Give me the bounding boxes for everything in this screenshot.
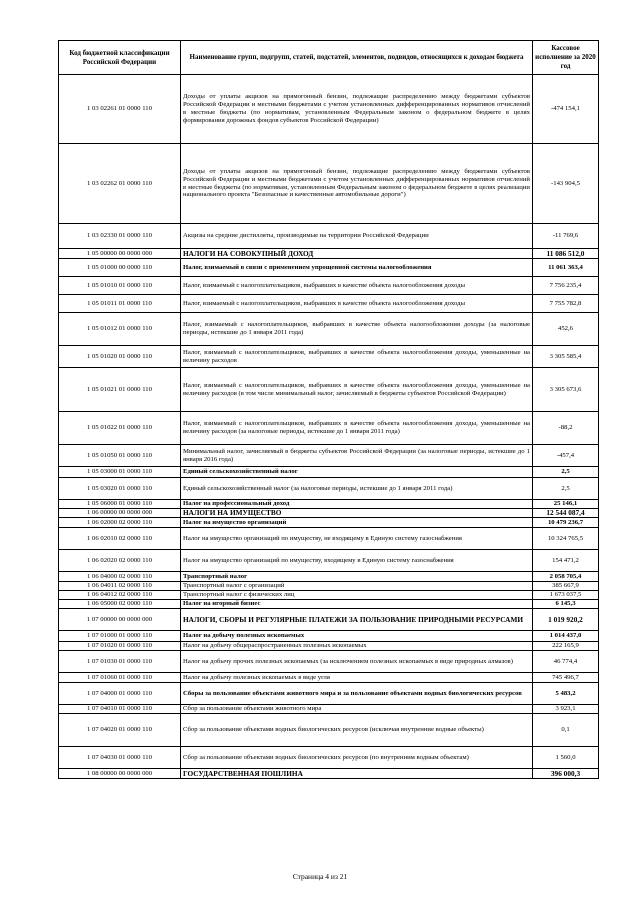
row-name: Налог, взимаемый с налогоплательщиков, выбравших в качестве объекта налогообложения доходы, уменьшенные на величину расходов (за налоговые периоды, истекшие до 1 января 2011 года) bbox=[181, 412, 533, 445]
table-row bbox=[59, 550, 599, 572]
row-name: Налог на добычу полезных ископаемых bbox=[181, 631, 533, 642]
row-code: 1 07 04010 01 0000 110 bbox=[59, 705, 181, 714]
row-amount: 3 305 585,4 bbox=[533, 346, 599, 368]
row-amount: 745 496,7 bbox=[533, 673, 599, 683]
page-number: Страница 4 из 21 bbox=[292, 872, 348, 881]
row-code: 1 07 00000 00 0000 000 bbox=[59, 609, 181, 631]
row-amount: 2 058 705,4 bbox=[533, 572, 599, 582]
row-amount: 2,5 bbox=[533, 467, 599, 478]
row-code: 1 03 02261 01 0000 110 bbox=[59, 75, 181, 144]
row-amount: 452,6 bbox=[533, 313, 599, 346]
row-amount: -88,2 bbox=[533, 412, 599, 445]
table-row bbox=[59, 500, 599, 509]
table-row bbox=[59, 651, 599, 673]
row-amount: 12 544 087,4 bbox=[533, 509, 599, 518]
table-row bbox=[59, 528, 599, 550]
table-row bbox=[59, 346, 599, 368]
table-row bbox=[59, 769, 599, 779]
row-code: 1 05 01012 01 0000 110 bbox=[59, 313, 181, 346]
row-amount: 7 756 235,4 bbox=[533, 277, 599, 295]
row-amount: 3 305 673,6 bbox=[533, 368, 599, 412]
row-amount: 2,5 bbox=[533, 478, 599, 500]
row-code: 1 06 02020 02 0000 110 bbox=[59, 550, 181, 572]
row-amount: 3 923,1 bbox=[533, 705, 599, 714]
header-amount: Кассовое исполнение за 2020 год bbox=[533, 41, 599, 75]
table-row bbox=[59, 509, 599, 518]
table-row bbox=[59, 705, 599, 714]
table-row bbox=[59, 368, 599, 412]
table-row bbox=[59, 445, 599, 467]
row-code: 1 07 04020 01 0000 110 bbox=[59, 714, 181, 747]
row-name: Налог, взимаемый с налогоплательщиков, выбравших в качестве объекта налогообложения доходы (за налоговые периоды, истекшие до 1 января 2011 года) bbox=[181, 313, 533, 346]
row-code: 1 07 01030 01 0000 110 bbox=[59, 651, 181, 673]
row-amount: 1 019 920,2 bbox=[533, 609, 599, 631]
table-row bbox=[59, 313, 599, 346]
row-amount: 385 667,9 bbox=[533, 582, 599, 591]
row-amount: -457,4 bbox=[533, 445, 599, 467]
table-row bbox=[59, 144, 599, 224]
row-name: Налог, взимаемый в связи с применением упрощенной системы налогообложения bbox=[181, 259, 533, 277]
row-name: Налог на добычу общераспространенных полезных ископаемых bbox=[181, 642, 533, 651]
row-amount: 10 324 765,5 bbox=[533, 528, 599, 550]
row-name: Акцизы на средние дистилляты, производимые на территории Российской Федерации bbox=[181, 224, 533, 249]
table-row bbox=[59, 582, 599, 591]
row-amount: 46 774,4 bbox=[533, 651, 599, 673]
row-amount: -143 904,5 bbox=[533, 144, 599, 224]
row-name: Налог на добычу полезных ископаемых в виде угля bbox=[181, 673, 533, 683]
row-amount: 154 471,2 bbox=[533, 550, 599, 572]
row-code: 1 06 00000 00 0000 000 bbox=[59, 509, 181, 518]
row-amount: 0,1 bbox=[533, 714, 599, 747]
row-code: 1 06 02000 02 0000 110 bbox=[59, 518, 181, 528]
row-code: 1 05 06000 01 0000 110 bbox=[59, 500, 181, 509]
row-amount: 6 145,3 bbox=[533, 600, 599, 609]
row-name: Сбор за пользование объектами водных биологических ресурсов (по внутренним водным объектам) bbox=[181, 747, 533, 769]
row-code: 1 05 01021 01 0000 110 bbox=[59, 368, 181, 412]
row-amount: 1 560,0 bbox=[533, 747, 599, 769]
row-amount: 396 000,3 bbox=[533, 769, 599, 779]
row-code: 1 05 01011 01 0000 110 bbox=[59, 295, 181, 313]
table-body bbox=[59, 75, 599, 779]
row-code: 1 05 01050 01 0000 110 bbox=[59, 445, 181, 467]
row-code: 1 06 05000 02 0000 110 bbox=[59, 600, 181, 609]
row-code: 1 05 03000 01 0000 110 bbox=[59, 467, 181, 478]
row-name: Налог на имущество организаций bbox=[181, 518, 533, 528]
row-name: Доходы от уплаты акцизов на прямогонный бензин, подлежащие распределению между бюджетами субъектов Российской Федерации и местными бюджетами с учетом установленных дифференцированных нормативов отчислений в местные бюджеты (по нормативам, установленным Федеральным законом о федеральном бюджете в целях формирования дорожных фондов субъектов Российской Федерации) bbox=[181, 75, 533, 144]
table-row bbox=[59, 591, 599, 600]
row-code: 1 07 04030 01 0000 110 bbox=[59, 747, 181, 769]
row-amount: 1 014 437,0 bbox=[533, 631, 599, 642]
row-name: Налог на игорный бизнес bbox=[181, 600, 533, 609]
table-row bbox=[59, 714, 599, 747]
row-name: Доходы от уплаты акцизов на прямогонный бензин, подлежащие распределению между бюджетами субъектов Российской Федерации и местными бюджетами с учетом установленных дифференцированных нормативов отчислений в местные бюджеты (по нормативам, установленным Федеральным законом о федеральном бюджете в целях реализации национального проекта "Безопасные и качественные автомобильные дороги") bbox=[181, 144, 533, 224]
row-name: Транспортный налог bbox=[181, 572, 533, 582]
row-name: Налог, взимаемый с налогоплательщиков, выбравших в качестве объекта налогообложения доходы, уменьшенные на величину расходов bbox=[181, 346, 533, 368]
row-code: 1 03 02330 01 0000 110 bbox=[59, 224, 181, 249]
row-code: 1 06 04012 02 0000 110 bbox=[59, 591, 181, 600]
table-row bbox=[59, 609, 599, 631]
row-name: Минимальный налог, зачисляемый в бюджеты субъектов Российской Федерации (за налоговые периоды, истекшие до 1 января 2016 года) bbox=[181, 445, 533, 467]
row-amount: 5 483,2 bbox=[533, 683, 599, 705]
row-code: 1 05 01020 01 0000 110 bbox=[59, 346, 181, 368]
row-name: ГОСУДАРСТВЕННАЯ ПОШЛИНА bbox=[181, 769, 533, 779]
row-name: Сборы за пользование объектами животного мира и за пользование объектами водных биологических ресурсов bbox=[181, 683, 533, 705]
table-row bbox=[59, 673, 599, 683]
header-name: Наименование групп, подгрупп, статей, подстатей, элементов, подвидов, относящихся к доходам бюджета bbox=[181, 41, 533, 75]
row-code: 1 05 00000 00 0000 000 bbox=[59, 249, 181, 259]
table-row bbox=[59, 747, 599, 769]
row-amount: 10 479 236,7 bbox=[533, 518, 599, 528]
table-row bbox=[59, 572, 599, 582]
table-row bbox=[59, 412, 599, 445]
row-amount: -11 769,6 bbox=[533, 224, 599, 249]
row-code: 1 07 01060 01 0000 110 bbox=[59, 673, 181, 683]
table-row bbox=[59, 75, 599, 144]
budget-revenue-table bbox=[58, 40, 599, 779]
table-row bbox=[59, 224, 599, 249]
table-row bbox=[59, 259, 599, 277]
row-code: 1 07 04000 01 0000 110 bbox=[59, 683, 181, 705]
row-amount: 1 673 037,5 bbox=[533, 591, 599, 600]
row-amount: 222 165,9 bbox=[533, 642, 599, 651]
table-header-row bbox=[59, 41, 599, 75]
row-code: 1 05 01000 00 0000 110 bbox=[59, 259, 181, 277]
table-row bbox=[59, 518, 599, 528]
table-row bbox=[59, 249, 599, 259]
row-name: Налог на добычу прочих полезных ископаемых (за исключением полезных ископаемых в виде природных алмазов) bbox=[181, 651, 533, 673]
row-name: Транспортный налог с физических лиц bbox=[181, 591, 533, 600]
row-code: 1 08 00000 00 0000 000 bbox=[59, 769, 181, 779]
row-amount: 7 755 782,8 bbox=[533, 295, 599, 313]
row-name: Налог, взимаемый с налогоплательщиков, выбравших в качестве объекта налогообложения доходы bbox=[181, 295, 533, 313]
row-name: Сбор за пользование объектами животного мира bbox=[181, 705, 533, 714]
row-code: 1 07 01000 01 0000 110 bbox=[59, 631, 181, 642]
table-row bbox=[59, 631, 599, 642]
row-code: 1 05 03020 01 0000 110 bbox=[59, 478, 181, 500]
row-name: Налог на имущество организаций по имуществу, не входящему в Единую систему газоснабжения bbox=[181, 528, 533, 550]
row-name: Налог на профессиональный доход bbox=[181, 500, 533, 509]
table-row bbox=[59, 683, 599, 705]
row-code: 1 03 02262 01 0000 110 bbox=[59, 144, 181, 224]
row-amount: 11 086 512,0 bbox=[533, 249, 599, 259]
row-code: 1 06 02010 02 0000 110 bbox=[59, 528, 181, 550]
row-amount: 11 061 363,4 bbox=[533, 259, 599, 277]
row-name: Единый сельскохозяйственный налог (за налоговые периоды, истекшие до 1 января 2011 года) bbox=[181, 478, 533, 500]
row-amount: 25 146,1 bbox=[533, 500, 599, 509]
row-code: 1 07 01020 01 0000 110 bbox=[59, 642, 181, 651]
table-row bbox=[59, 277, 599, 295]
row-code: 1 05 01010 01 0000 110 bbox=[59, 277, 181, 295]
row-name: Сбор за пользование объектами водных биологических ресурсов (исключая внутренние водные объекты) bbox=[181, 714, 533, 747]
row-amount: -474 154,1 bbox=[533, 75, 599, 144]
table-row bbox=[59, 600, 599, 609]
row-name: НАЛОГИ НА СОВОКУПНЫЙ ДОХОД bbox=[181, 249, 533, 259]
row-name: Транспортный налог с организаций bbox=[181, 582, 533, 591]
row-name: Налог, взимаемый с налогоплательщиков, выбравших в качестве объекта налогообложения доходы, уменьшенные на величину расходов (в том числе минимальный налог, зачисляемый в бюджеты субъектов Российской Федерации) bbox=[181, 368, 533, 412]
table-row bbox=[59, 478, 599, 500]
row-name: Единый сельскохозяйственный налог bbox=[181, 467, 533, 478]
row-name: НАЛОГИ НА ИМУЩЕСТВО bbox=[181, 509, 533, 518]
table-row bbox=[59, 642, 599, 651]
row-code: 1 05 01022 01 0000 110 bbox=[59, 412, 181, 445]
table-row bbox=[59, 467, 599, 478]
row-name: Налог на имущество организаций по имуществу, входящему в Единую систему газоснабжения bbox=[181, 550, 533, 572]
header-code: Код бюджетной классификации Российской Федерации bbox=[59, 41, 181, 75]
row-code: 1 06 04011 02 0000 110 bbox=[59, 582, 181, 591]
row-name: НАЛОГИ, СБОРЫ И РЕГУЛЯРНЫЕ ПЛАТЕЖИ ЗА ПОЛЬЗОВАНИЕ ПРИРОДНЫМИ РЕСУРСАМИ bbox=[181, 609, 533, 631]
row-code: 1 06 04000 02 0000 110 bbox=[59, 572, 181, 582]
row-name: Налог, взимаемый с налогоплательщиков, выбравших в качестве объекта налогообложения доходы bbox=[181, 277, 533, 295]
table-row bbox=[59, 295, 599, 313]
